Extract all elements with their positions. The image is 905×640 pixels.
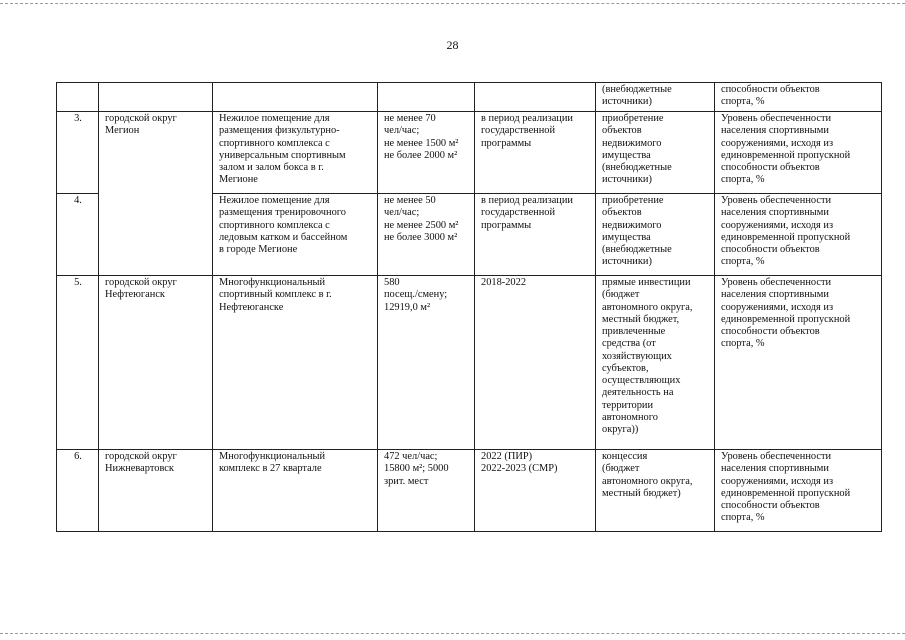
cell-indicator [715, 450, 882, 532]
funding-line: концессия [602, 451, 648, 462]
cell-object [213, 450, 378, 532]
period-line: 2018-2022 [481, 277, 527, 288]
object-line: залом и залом бокса в г. [219, 162, 324, 174]
funding-line: деятельность на [602, 387, 674, 399]
indicator-line: способности объектов [721, 84, 820, 95]
cell-funding [596, 276, 715, 450]
indicator-line: спорта, % [721, 338, 765, 350]
indicator-line: сооружениями, исходя из [721, 137, 834, 149]
cell-period [475, 276, 596, 450]
object-line: ледовым катком и бассейном [219, 231, 348, 243]
cell-number: 6. [57, 450, 99, 532]
indicator-line: сооружениями, исходя из [721, 301, 834, 313]
table-row [57, 276, 882, 450]
indicator-line: Уровень обеспеченности [721, 277, 832, 288]
capacity-line: не более 3000 м² [384, 231, 458, 243]
funding-line: (внебюджетные [602, 162, 672, 174]
capacity-line: чел/час; [384, 207, 420, 219]
cell-period [475, 83, 596, 112]
indicator-line: спорта, % [721, 96, 765, 108]
object-line: Нежилое помещение для [219, 113, 330, 124]
funding-line: автономного округа, [602, 301, 693, 313]
object-line: Мегионе [219, 174, 258, 186]
capacity-line: 15800 м²; 5000 [384, 463, 449, 475]
object-line: размещения физкультурно- [219, 125, 340, 137]
object-line: комплекс в 27 квартале [219, 463, 322, 475]
scan-bottom-edge [0, 633, 905, 634]
cell-number: 5. [57, 276, 99, 450]
capacity-line: не менее 2500 м² [384, 219, 459, 231]
object-line: Нежилое помещение для [219, 195, 330, 206]
period-line: программы [481, 219, 532, 231]
indicator-line: Уровень обеспеченности [721, 451, 832, 462]
period-line: государственной [481, 125, 556, 137]
indicator-line: способности объектов [721, 162, 820, 174]
cell-municipality [99, 450, 213, 532]
indicator-line: спорта, % [721, 512, 765, 524]
cell-period [475, 194, 596, 276]
cell-period [475, 450, 596, 532]
funding-line: хозяйствующих [602, 350, 672, 362]
funding-line: автономного [602, 411, 658, 423]
funding-line: средства (от [602, 338, 656, 350]
cell-number: 3. [57, 112, 99, 194]
funding-line: имущества [602, 231, 651, 243]
capacity-line: не менее 70 [384, 113, 436, 124]
municipality-line: Нефтеюганск [105, 289, 165, 301]
cell-indicator [715, 276, 882, 450]
cell-number [57, 83, 99, 112]
indicator-line: спорта, % [721, 256, 765, 268]
period-line: программы [481, 137, 532, 149]
indicator-line: спорта, % [721, 174, 765, 186]
scan-top-edge [0, 3, 905, 4]
funding-line: недвижимого [602, 219, 662, 231]
capacity-line: 12919,0 м² [384, 301, 431, 313]
indicator-line: населения спортивными [721, 207, 829, 219]
table-row [57, 83, 882, 112]
cell-municipality [99, 83, 213, 112]
table-row [57, 112, 882, 194]
capacity-line: не менее 50 [384, 195, 436, 206]
indicator-line: Уровень обеспеченности [721, 195, 832, 206]
funding-line: привлеченные [602, 326, 666, 338]
indicator-line: способности объектов [721, 500, 820, 512]
cell-object [213, 112, 378, 194]
municipality-line: Нижневартовск [105, 463, 174, 475]
capacity-line: посещ./смену; [384, 289, 448, 301]
cell-capacity [378, 194, 475, 276]
cell-funding [596, 83, 715, 112]
cell-funding [596, 112, 715, 194]
funding-line: приобретение [602, 113, 664, 124]
period-line: государственной [481, 207, 556, 219]
funding-line: прямые инвестиции [602, 277, 691, 288]
period-line: в период реализации [481, 195, 573, 206]
object-line: размещения тренировочного [219, 207, 346, 219]
cell-indicator [715, 112, 882, 194]
funding-line: территории [602, 399, 654, 411]
indicator-line: единовременной пропускной [721, 231, 851, 243]
cell-indicator [715, 194, 882, 276]
object-line: спортивный комплекс в г. [219, 289, 332, 301]
cell-funding [596, 194, 715, 276]
capacity-line: зрит. мест [384, 475, 429, 487]
cell-municipality [99, 112, 213, 276]
funding-line: (внебюджетные [602, 84, 672, 95]
funding-line: имущества [602, 149, 651, 161]
indicator-line: единовременной пропускной [721, 149, 851, 161]
object-line: спортивного комплекса с [219, 219, 330, 231]
object-line: в городе Мегионе [219, 244, 298, 256]
funding-line: объектов [602, 125, 642, 137]
object-line: Нефтеюганске [219, 301, 284, 313]
municipality-line: городской округ [105, 451, 177, 462]
cell-number: 4. [57, 194, 99, 276]
funding-line: приобретение [602, 195, 664, 206]
municipality-line: Мегион [105, 125, 140, 137]
page-number: 28 [446, 38, 459, 52]
funding-line: (бюджет [602, 463, 640, 475]
object-line: Многофункциональный [219, 451, 326, 462]
funding-line: округа)) [602, 424, 639, 436]
funding-line: (бюджет [602, 289, 640, 301]
object-line: универсальным спортивным [219, 149, 346, 161]
cell-period [475, 112, 596, 194]
cell-indicator [715, 83, 882, 112]
funding-line: автономного округа, [602, 475, 693, 487]
funding-line: местный бюджет) [602, 487, 681, 499]
indicator-line: населения спортивными [721, 289, 829, 301]
cell-object [213, 83, 378, 112]
cell-municipality [99, 276, 213, 450]
indicator-line: населения спортивными [721, 125, 829, 137]
cell-capacity [378, 450, 475, 532]
capacity-line: 580 [384, 277, 400, 288]
municipality-line: городской округ [105, 113, 177, 124]
cell-capacity [378, 112, 475, 194]
cell-object [213, 276, 378, 450]
table-body [57, 83, 882, 532]
indicator-line: населения спортивными [721, 463, 829, 475]
funding-line: (внебюджетные [602, 244, 672, 256]
indicator-line: способности объектов [721, 244, 820, 256]
indicator-line: Уровень обеспеченности [721, 113, 832, 124]
indicator-line: способности объектов [721, 326, 820, 338]
municipality-line: городской округ [105, 277, 177, 288]
cell-object [213, 194, 378, 276]
indicator-line: сооружениями, исходя из [721, 219, 834, 231]
investment-objects-table [56, 82, 882, 532]
cell-capacity [378, 83, 475, 112]
funding-line: осуществляющих [602, 375, 681, 387]
indicator-line: единовременной пропускной [721, 487, 851, 499]
cell-capacity [378, 276, 475, 450]
period-line: 2022 (ПИР) [481, 451, 533, 462]
funding-line: недвижимого [602, 137, 662, 149]
object-line: спортивного комплекса с [219, 137, 330, 149]
funding-line: источники) [602, 174, 652, 186]
capacity-line: не более 2000 м² [384, 149, 458, 161]
table-row [57, 450, 882, 532]
indicator-line: сооружениями, исходя из [721, 475, 834, 487]
indicator-line: единовременной пропускной [721, 313, 851, 325]
capacity-line: 472 чел/час; [384, 451, 438, 462]
funding-line: источники) [602, 96, 652, 108]
funding-line: объектов [602, 207, 642, 219]
funding-line: субъектов, [602, 362, 649, 374]
cell-funding [596, 450, 715, 532]
period-line: 2022-2023 (СМР) [481, 463, 558, 475]
funding-line: источники) [602, 256, 652, 268]
period-line: в период реализации [481, 113, 573, 124]
capacity-line: не менее 1500 м² [384, 137, 459, 149]
capacity-line: чел/час; [384, 125, 420, 137]
funding-line: местный бюджет, [602, 313, 680, 325]
object-line: Многофункциональный [219, 277, 326, 288]
